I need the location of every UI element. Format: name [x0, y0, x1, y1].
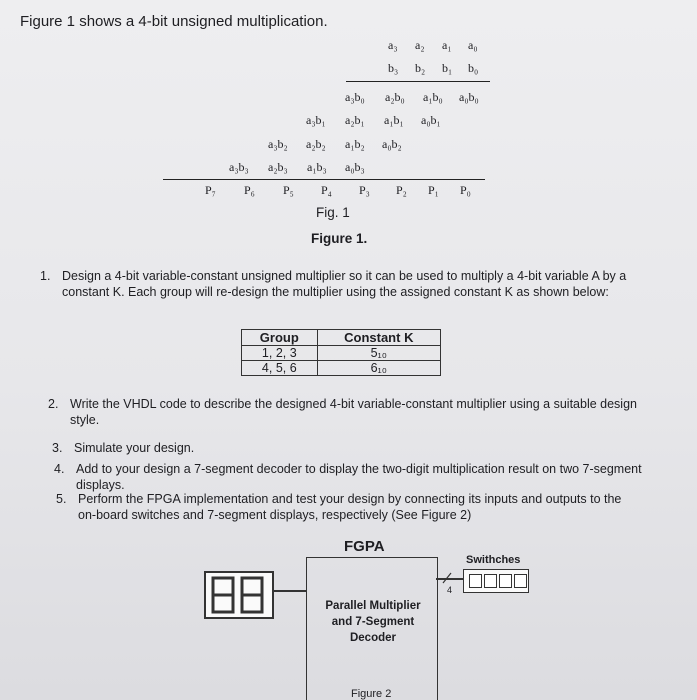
table-cell: 6₁₀ — [317, 361, 440, 376]
product-p2: P₂ — [396, 183, 407, 197]
pp0-term: a₂b₀ — [385, 90, 405, 104]
pp0-term: a₃b₀ — [345, 90, 365, 104]
switch — [469, 574, 482, 588]
table-header-row — [242, 330, 441, 346]
rule-bottom — [163, 179, 485, 180]
term-a2: a₂ — [415, 38, 425, 52]
switch — [514, 574, 527, 588]
item-text: Design a 4-bit variable-constant unsigned multiplier so it can be used to multiply a 4-bit variable A by a constant K. Each group will re-design the multiplier using the assigned constant K as shown below: — [62, 269, 627, 299]
table-header: Constant K — [317, 330, 440, 346]
product-p7: P₇ — [205, 183, 216, 197]
item-number: 2. — [48, 397, 59, 411]
item-number: 3. — [52, 441, 63, 455]
switches-block — [463, 569, 529, 593]
figure-1-caption-short: Fig. 1 — [316, 205, 350, 220]
list-item — [54, 461, 644, 493]
fpga-title: FGPA — [344, 538, 385, 555]
table-cell: 4, 5, 6 — [242, 361, 318, 376]
item-number: 1. — [40, 269, 51, 283]
pp2-term: a₀b₂ — [382, 137, 402, 151]
table-row — [242, 346, 441, 361]
term-b3: b₃ — [388, 61, 399, 75]
product-p1: P₁ — [428, 183, 439, 197]
item-text: Write the VHDL code to describe the designed 4-bit variable-constant multiplier using a suitable design style. — [70, 397, 637, 427]
term-a0: a₀ — [468, 38, 478, 52]
pp3-term: a₃b₃ — [229, 160, 249, 174]
item-number: 4. — [54, 462, 65, 476]
item-text: Simulate your design. — [74, 441, 195, 455]
switches-label: Swithches — [466, 554, 521, 566]
table-cell: 5₁₀ — [317, 346, 440, 361]
product-p6: P₆ — [244, 183, 255, 197]
term-b1: b₁ — [442, 61, 453, 75]
pp0-term: a₁b₀ — [423, 90, 443, 104]
multiplier-decoder-block — [306, 557, 438, 700]
table-header: Group — [242, 330, 318, 346]
intro-text: Figure 1 shows a 4-bit unsigned multiplication. — [20, 13, 328, 30]
seven-segment-display — [204, 571, 274, 619]
pp2-term: a₃b₂ — [268, 137, 288, 151]
item-text: Add to your design a 7-segment decoder to display the two-digit multiplication result on two 7-segment displays. — [76, 462, 642, 492]
pp1-term: a₀b₁ — [421, 113, 441, 127]
block-label: Parallel Multiplier and 7-Segment Decoder — [325, 600, 421, 644]
item-text: Perform the FPGA implementation and test your design by connecting its inputs and outputs to the on-board switches and 7-segment displays, respectively (See Figure 2) — [78, 492, 622, 522]
switch — [499, 574, 512, 588]
figure-2-caption: Figure 2 — [351, 688, 392, 700]
product-p0: P₀ — [460, 183, 471, 197]
pp1-term: a₁b₁ — [384, 113, 404, 127]
product-p4: P₄ — [321, 183, 332, 197]
pp1-term: a₃b₁ — [306, 113, 326, 127]
rule-top — [346, 81, 490, 82]
product-p5: P₅ — [283, 183, 294, 197]
list-item — [48, 396, 638, 428]
seven-segment-digits-icon — [206, 573, 272, 617]
list-item — [56, 491, 636, 523]
table-row — [242, 361, 441, 376]
item-number: 5. — [56, 492, 67, 506]
figure-1-caption: Figure 1. — [311, 231, 368, 246]
pp1-term: a₂b₁ — [345, 113, 365, 127]
table-cell: 1, 2, 3 — [242, 346, 318, 361]
list-item — [40, 268, 640, 300]
term-b0: b₀ — [468, 61, 479, 75]
pp3-term: a₀b₃ — [345, 160, 365, 174]
pp3-term: a₁b₃ — [307, 160, 327, 174]
term-a1: a₁ — [442, 38, 452, 52]
pp0-term: a₀b₀ — [459, 90, 479, 104]
pp2-term: a₁b₂ — [345, 137, 365, 151]
term-a3: a₃ — [388, 38, 398, 52]
switch — [484, 574, 497, 588]
list-item — [52, 440, 642, 456]
bus-slash-icon — [440, 571, 454, 585]
term-b2: b₂ — [415, 61, 426, 75]
pp3-term: a₂b₃ — [268, 160, 288, 174]
group-constant-table — [241, 329, 441, 376]
product-p3: P₃ — [359, 183, 370, 197]
pp2-term: a₂b₂ — [306, 137, 326, 151]
bus-width-label: 4 — [447, 585, 453, 595]
wire-display — [272, 590, 306, 592]
